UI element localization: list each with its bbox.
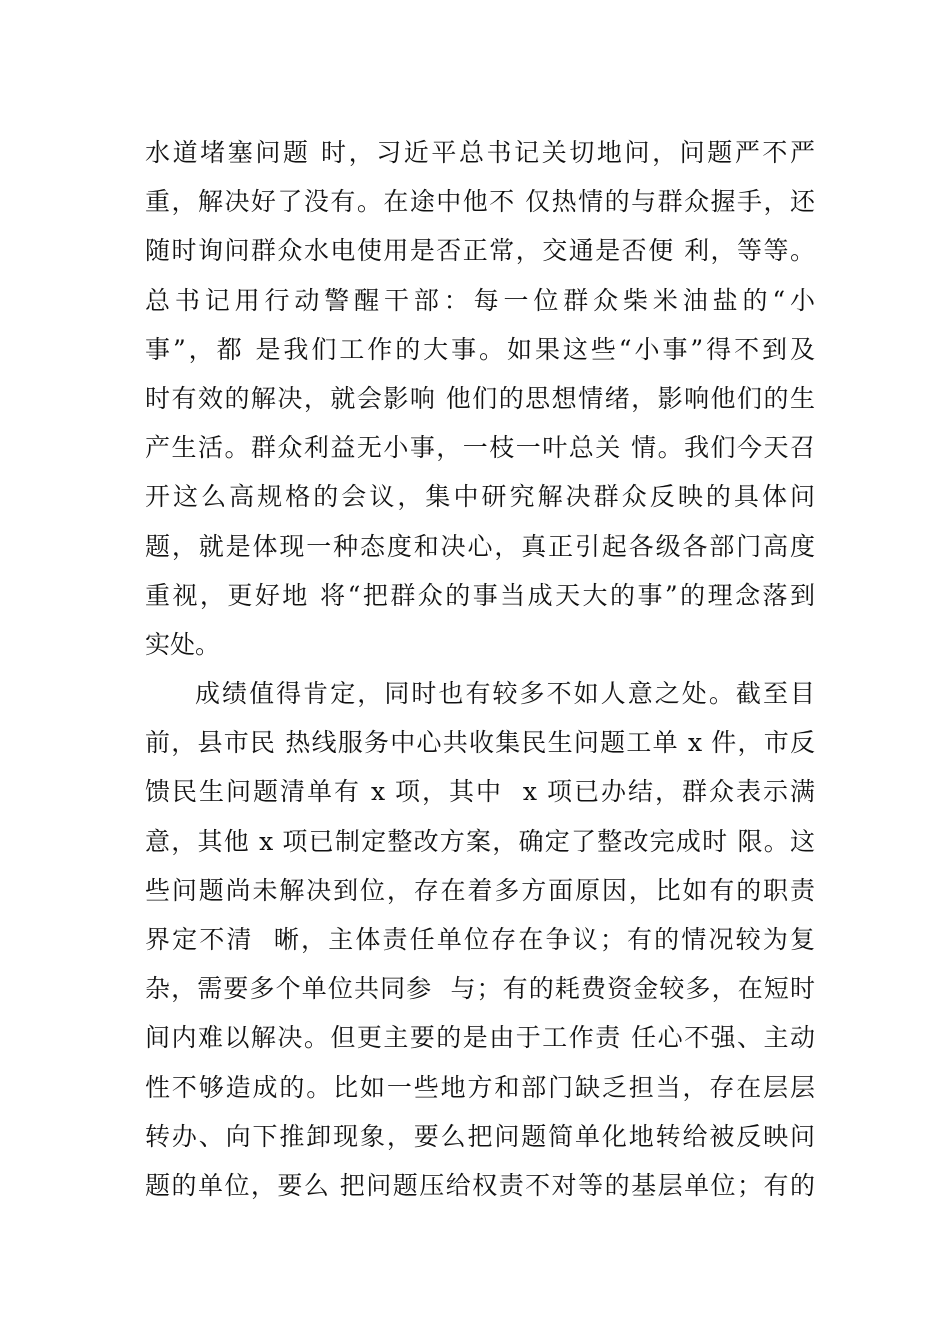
text-line-7: 产生活。群众利益无小事，一枝一叶总关 情。我们今天召 xyxy=(145,433,815,463)
text-line-11: 实处。 xyxy=(145,629,221,659)
text-line-20: 性不够造成的。比如一些地方和部门缺乏担当，存在层层 xyxy=(145,1072,815,1102)
body-text xyxy=(145,128,815,1210)
text-line-13: 前，县市民 热线服务中心共收集民生问题工单 x 件，市反 xyxy=(145,728,815,758)
text-line-3: 随时询问群众水电使用是否正常，交通是否便 利，等等。 xyxy=(145,236,815,266)
text-line-22: 题的单位，要么 把问题压给权责不对等的基层单位；有的 xyxy=(145,1170,815,1200)
text-line-10: 重视，更好地 将“把群众的事当成天大的事”的理念落到 xyxy=(145,580,815,610)
text-line-8: 开这么高规格的会议，集中研究解决群众反映的具体问 xyxy=(145,482,815,512)
text-line-2: 重，解决好了没有。在途中他不 仅热情的与群众握手，还 xyxy=(145,187,815,217)
text-line-19: 间内难以解决。但更主要的是由于工作责 任心不强、主动 xyxy=(145,1023,815,1053)
text-line-4: 总书记用行动警醒干部：每一位群众柴米油盐的“小 xyxy=(145,285,815,315)
text-line-1: 水道堵塞问题 时，习近平总书记关切地问，问题严不严 xyxy=(145,138,815,167)
text-line-5: 事”，都 是我们工作的大事。如果这些“小事”得不到及 xyxy=(145,334,815,364)
text-line-6: 时有效的解决，就会影响 他们的思想情绪，影响他们的生 xyxy=(145,383,815,413)
paragraph-start-line: 成绩值得肯定，同时也有较多不如人意之处。截至目 xyxy=(195,679,815,709)
text-line-17: 界定不清 晰，主体责任单位存在争议；有的情况较为复 xyxy=(145,925,815,954)
text-line-21: 转办、向下推卸现象，要么把问题简单化地转给被反映问 xyxy=(145,1121,815,1151)
text-line-9: 题，就是体现一种态度和决心，真正引起各级各部门高度 xyxy=(145,531,815,561)
text-line-14: 馈民生问题清单有 x 项，其中 x 项已办结，群众表示满 xyxy=(145,777,815,807)
text-line-16: 些问题尚未解决到位，存在着多方面原因，比如有的职责 xyxy=(145,875,815,905)
text-line-15: 意，其他 x 项已制定整改方案，确定了整改完成时 限。这 xyxy=(145,826,815,856)
text-line-18: 杂，需要多个单位共同参 与；有的耗费资金较多，在短时 xyxy=(145,974,815,1004)
